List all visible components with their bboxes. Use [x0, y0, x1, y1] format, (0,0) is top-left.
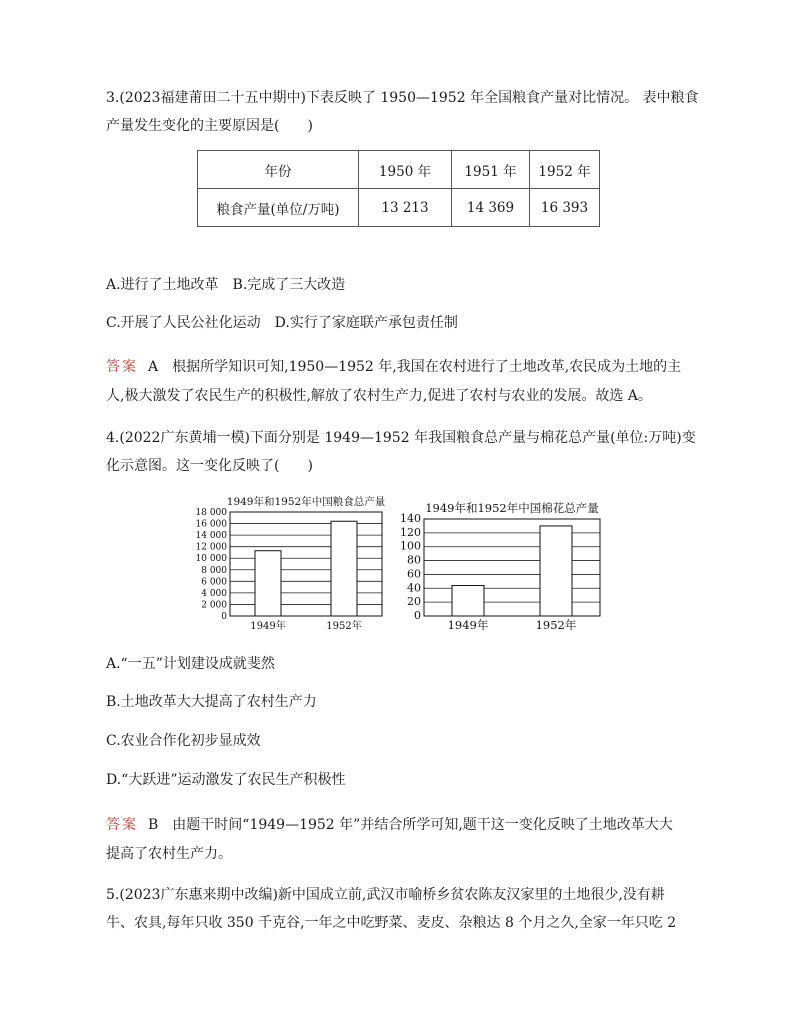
plot-frame [230, 512, 382, 616]
x-category-label: 1952年 [535, 618, 577, 632]
grain-output-table [197, 150, 600, 227]
bar [255, 551, 281, 616]
q3-answer-line1 [106, 357, 681, 377]
q4-option-c: C.农业合作化初步显成效 [106, 733, 261, 749]
q5-stem-line2: 牛、农具,每年只收 350 千克谷,一年之中吃野菜、麦皮、杂粮达 8 个月之久,全家一年只吃 2 [106, 915, 677, 931]
q3-options-line2: C.开展了人民公社化运动 D.实行了家庭联产承包责任制 [106, 315, 458, 331]
y-tick-label: 14 000 [195, 531, 227, 542]
grain-output-chart-svg [190, 492, 390, 640]
q4-option-a: A.“一五”计划建设成就斐然 [106, 656, 275, 672]
q3-stem-line1: 3.(2023福建莆田二十五中期中)下表反映了 1950—1952 年全国粮食产量对比情况。 表中粮食 [106, 90, 699, 106]
y-tick-label: 80 [407, 553, 421, 567]
q3-options-line1: A.进行了土地改革 B.完成了三大改造 [106, 277, 346, 293]
y-tick-label: 2 000 [201, 600, 227, 611]
table-cell: 14 369 [452, 189, 530, 227]
y-tick-label: 4 000 [201, 588, 227, 599]
y-tick-label: 10 000 [195, 554, 227, 565]
table-cell: 16 393 [530, 189, 600, 227]
answer-label: 答案 [106, 359, 138, 375]
y-tick-label: 18 000 [195, 508, 227, 518]
table-header-cell: 1952 年 [530, 151, 600, 189]
y-tick-label: 16 000 [195, 519, 227, 530]
table-header-cell: 1950 年 [359, 151, 452, 189]
answer-explanation: 根据所学知识可知,1950—1952 年,我国在农村进行了土地改革,农民成为土地的主 [172, 359, 682, 375]
answer-letter: B [148, 817, 159, 833]
table-row [198, 189, 600, 227]
y-tick-label: 0 [221, 612, 227, 622]
cotton-output-chart-svg [396, 492, 606, 640]
y-tick-label: 0 [414, 609, 421, 622]
y-tick-label: 20 [407, 595, 421, 609]
answer-label: 答案 [106, 817, 138, 833]
y-tick-label: 60 [407, 567, 421, 581]
table-header-cell: 年份 [198, 151, 359, 189]
bar [540, 526, 572, 616]
table-cell: 13 213 [359, 189, 452, 227]
y-tick-label: 6 000 [201, 577, 227, 588]
chart-title: 1949年和1952年中国粮食总产量 [226, 496, 386, 508]
bar [452, 586, 484, 616]
table-cell: 粮食产量(单位/万吨) [198, 189, 359, 227]
y-tick-label: 120 [400, 525, 421, 539]
q4-option-b: B.土地改革大大提高了农村生产力 [106, 694, 317, 710]
y-tick-label: 8 000 [201, 565, 227, 576]
plot-frame [424, 519, 600, 616]
q4-option-d: D.“大跃进”运动激发了农民生产积极性 [106, 772, 346, 788]
grain-output-chart [190, 492, 390, 640]
q4-stem-line1: 4.(2022广东黄埔一模)下面分别是 1949—1952 年我国粮食总产量与棉花总产量(单位:万吨)变 [106, 430, 696, 446]
answer-explanation: 由题干时间“1949—1952 年”并结合所学可知,题干这一变化反映了土地改革大大 [172, 817, 673, 833]
q5-stem-line1: 5.(2023广东惠来期中改编)新中国成立前,武汉市喻桥乡贫农陈友汉家里的土地很少,没有耕 [106, 887, 665, 903]
y-tick-label: 100 [400, 539, 421, 553]
table-header-cell: 1951 年 [452, 151, 530, 189]
x-category-label: 1952年 [326, 621, 362, 632]
y-tick-label: 40 [407, 581, 421, 595]
x-category-label: 1949年 [447, 618, 489, 632]
y-tick-label: 140 [400, 512, 421, 525]
bar [331, 521, 357, 616]
cotton-output-chart [396, 492, 606, 640]
q3-stem-line2: 产量发生变化的主要原因是( ) [106, 118, 313, 134]
x-category-label: 1949年 [250, 621, 286, 632]
y-tick-label: 12 000 [195, 542, 227, 553]
q4-answer-line1 [106, 815, 673, 835]
table-row [198, 151, 600, 189]
q4-stem-line2: 化示意图。这一变化反映了( ) [106, 458, 313, 474]
q3-answer-line2: 人,极大激发了农民生产的积极性,解放了农村生产力,促进了农村与农业的发展。故选 A。 [106, 388, 652, 404]
answer-letter: A [148, 359, 159, 375]
chart-title: 1949年和1952年中国棉花总产量 [425, 501, 599, 515]
q4-answer-line2: 提高了农村生产力。 [106, 846, 232, 862]
